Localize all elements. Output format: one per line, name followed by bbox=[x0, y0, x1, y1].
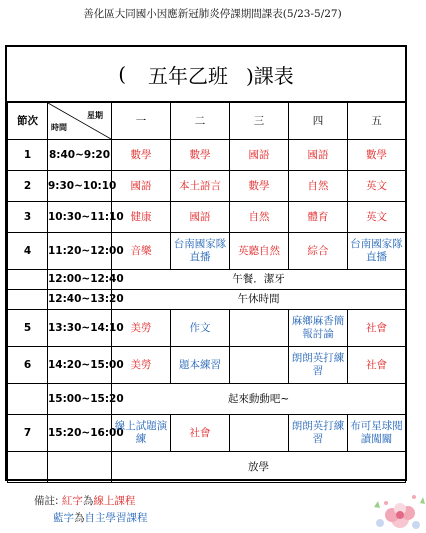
header-weekday-time bbox=[48, 103, 112, 140]
lesson-thu: 自然 bbox=[289, 171, 348, 202]
lesson-tue: 作文 bbox=[171, 310, 230, 347]
banner-close: )課表 bbox=[246, 63, 294, 88]
period-number: 6 bbox=[8, 347, 48, 384]
notes-blue-meaning: 自主學習課程 bbox=[84, 512, 148, 524]
lunch-time: 12:00~12:40 bbox=[48, 270, 112, 290]
period-time: 10:30~11:10 bbox=[48, 202, 112, 233]
header-day-tue: 二 bbox=[171, 103, 230, 140]
lesson-mon: 美勞 bbox=[112, 310, 171, 347]
lesson-wed bbox=[230, 347, 289, 384]
period-row bbox=[8, 140, 406, 171]
lesson-tue: 數學 bbox=[171, 140, 230, 171]
lesson-fri: 數學 bbox=[348, 140, 406, 171]
lunch-row bbox=[8, 270, 406, 290]
nap-label: 午休時間 bbox=[112, 290, 406, 310]
lesson-tue: 題本練習 bbox=[171, 347, 230, 384]
exercise-time: 15:00~15:20 bbox=[48, 384, 112, 415]
notes-label: 備註: bbox=[34, 495, 59, 507]
period-time: 11:20~12:00 bbox=[48, 233, 112, 270]
period-time: 15:20~16:00 bbox=[48, 415, 112, 452]
lesson-thu: 麻鄉麻香簡報討論 bbox=[289, 310, 348, 347]
lesson-fri: 布可星球閱讀闖關 bbox=[348, 415, 406, 452]
lesson-tue: 國語 bbox=[171, 202, 230, 233]
period-time: 13:30~14:10 bbox=[48, 310, 112, 347]
period-row bbox=[8, 202, 406, 233]
timetable bbox=[7, 102, 406, 483]
lesson-wed bbox=[230, 310, 289, 347]
lesson-mon: 美勞 bbox=[112, 347, 171, 384]
nap-row bbox=[8, 290, 406, 310]
period-number: 2 bbox=[8, 171, 48, 202]
period-number-empty bbox=[8, 384, 48, 415]
banner-open: ( bbox=[118, 62, 126, 86]
lesson-wed: 英聽自然 bbox=[230, 233, 289, 270]
header-row bbox=[8, 103, 406, 140]
dismiss-time bbox=[48, 452, 112, 483]
lesson-wed: 數學 bbox=[230, 171, 289, 202]
lesson-wed: 自然 bbox=[230, 202, 289, 233]
period-time: 14:20~15:00 bbox=[48, 347, 112, 384]
lesson-thu: 綜合 bbox=[289, 233, 348, 270]
period-row bbox=[8, 171, 406, 202]
lesson-tue: 社會 bbox=[171, 415, 230, 452]
lesson-thu: 國語 bbox=[289, 140, 348, 171]
header-day-mon: 一 bbox=[112, 103, 171, 140]
lesson-fri: 台南國家隊直播 bbox=[348, 233, 406, 270]
lesson-mon: 國語 bbox=[112, 171, 171, 202]
header-day-fri: 五 bbox=[348, 103, 406, 140]
lesson-mon: 健康 bbox=[112, 202, 171, 233]
flower-decoration bbox=[366, 485, 426, 533]
lesson-fri: 社會 bbox=[348, 347, 406, 384]
header-time: 時間 bbox=[51, 123, 67, 132]
period-number: 3 bbox=[8, 202, 48, 233]
period-row bbox=[8, 310, 406, 347]
lesson-mon: 音樂 bbox=[112, 233, 171, 270]
exercise-row bbox=[8, 384, 406, 415]
lesson-wed: 國語 bbox=[230, 140, 289, 171]
period-number: 4 bbox=[8, 233, 48, 270]
notes bbox=[34, 493, 148, 527]
period-number: 5 bbox=[8, 310, 48, 347]
lesson-thu: 朗朗英打練習 bbox=[289, 347, 348, 384]
notes-blue-mid: 為 bbox=[74, 512, 85, 524]
period-time: 9:30~10:10 bbox=[48, 171, 112, 202]
lesson-tue: 台南國家隊直播 bbox=[171, 233, 230, 270]
period-number: 1 bbox=[8, 140, 48, 171]
class-banner bbox=[7, 47, 405, 102]
period-number-empty bbox=[8, 290, 48, 310]
header-period: 節次 bbox=[8, 103, 48, 140]
lesson-mon: 線上試題演練 bbox=[112, 415, 171, 452]
period-number-empty bbox=[8, 452, 48, 483]
lesson-fri: 社會 bbox=[348, 310, 406, 347]
lesson-wed bbox=[230, 415, 289, 452]
period-row bbox=[8, 415, 406, 452]
notes-red-word: 紅字 bbox=[61, 495, 83, 507]
nap-time: 12:40~13:20 bbox=[48, 290, 112, 310]
period-row bbox=[8, 233, 406, 270]
period-number: 7 bbox=[8, 415, 48, 452]
header-day-thu: 四 bbox=[289, 103, 348, 140]
header-weekday: 星期 bbox=[87, 111, 103, 120]
dismiss-label: 放學 bbox=[112, 452, 406, 483]
notes-red-meaning: 線上課程 bbox=[93, 495, 136, 507]
period-number-empty bbox=[8, 270, 48, 290]
lesson-fri: 英文 bbox=[348, 202, 406, 233]
period-time: 8:40~9:20 bbox=[48, 140, 112, 171]
timetable-frame bbox=[5, 45, 407, 481]
lesson-thu: 朗朗英打練習 bbox=[289, 415, 348, 452]
lesson-fri: 英文 bbox=[348, 171, 406, 202]
period-row bbox=[8, 347, 406, 384]
header-day-wed: 三 bbox=[230, 103, 289, 140]
document-title: 善化區大同國小因應新冠肺炎停課期間課表(5/23-5/27) bbox=[83, 8, 342, 20]
lunch-label: 午餐．潔牙 bbox=[112, 270, 406, 290]
lesson-thu: 體育 bbox=[289, 202, 348, 233]
exercise-label: 起來動動吧~ bbox=[112, 384, 406, 415]
notes-blue-word: 藍字 bbox=[53, 512, 74, 524]
notes-red-mid: 為 bbox=[82, 495, 94, 507]
dismiss-row bbox=[8, 452, 406, 483]
lesson-tue: 本土語言 bbox=[171, 171, 230, 202]
lesson-mon: 數學 bbox=[112, 140, 171, 171]
banner-class: 五年乙班 bbox=[148, 63, 228, 88]
